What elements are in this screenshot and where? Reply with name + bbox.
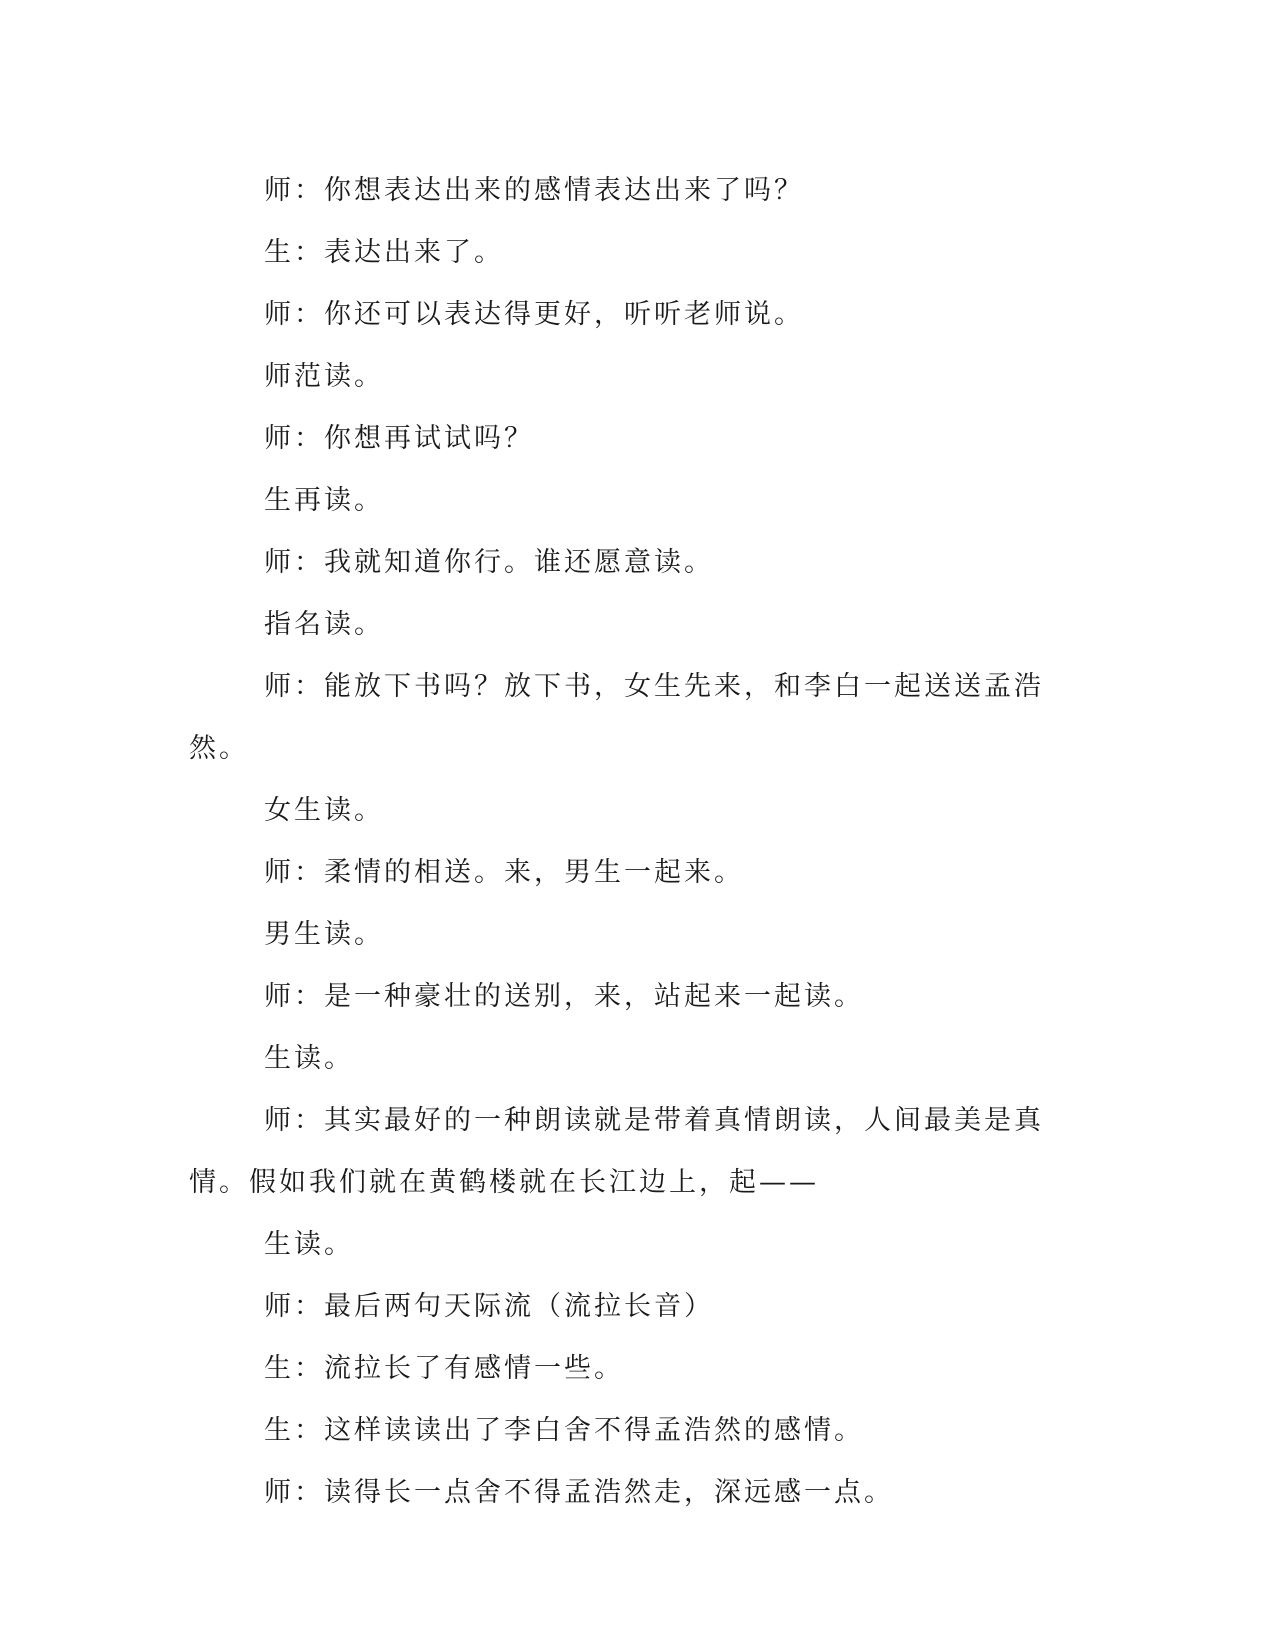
paragraph: 师：我就知道你行。谁还愿意读。 [264, 547, 714, 578]
paragraph: 师：是一种豪壮的送别，来，站起来一起读。 [264, 981, 864, 1012]
document-body [189, 160, 1069, 1524]
paragraph: 师：柔情的相送。来，男生一起来。 [264, 857, 744, 888]
paragraph: 生：表达出来了。 [264, 237, 504, 268]
paragraph: 生读。 [264, 1229, 354, 1260]
paragraph: 指名读。 [264, 609, 384, 640]
paragraph: 师：能放下书吗？放下书，女生先来，和李白一起送送孟浩然。 [189, 671, 1044, 764]
paragraph: 女生读。 [264, 795, 384, 826]
paragraph: 生：这样读读出了李白舍不得孟浩然的感情。 [264, 1415, 864, 1446]
paragraph: 师：你想表达出来的感情表达出来了吗？ [264, 175, 804, 206]
paragraph: 师：你想再试试吗？ [264, 423, 534, 454]
paragraph: 生：流拉长了有感情一些。 [264, 1353, 624, 1384]
paragraph: 师：读得长一点舍不得孟浩然走，深远感一点。 [264, 1477, 894, 1508]
paragraph: 生读。 [264, 1043, 354, 1074]
paragraph: 师：你还可以表达得更好，听听老师说。 [264, 299, 804, 330]
paragraph: 师：其实最好的一种朗读就是带着真情朗读，人间最美是真情。假如我们就在黄鹤楼就在长江边上，起—— [189, 1105, 1044, 1198]
paragraph: 师：最后两句天际流（流拉长音） [264, 1291, 714, 1322]
paragraph: 生再读。 [264, 485, 384, 516]
paragraph: 男生读。 [264, 919, 384, 950]
paragraph: 师范读。 [264, 361, 384, 392]
